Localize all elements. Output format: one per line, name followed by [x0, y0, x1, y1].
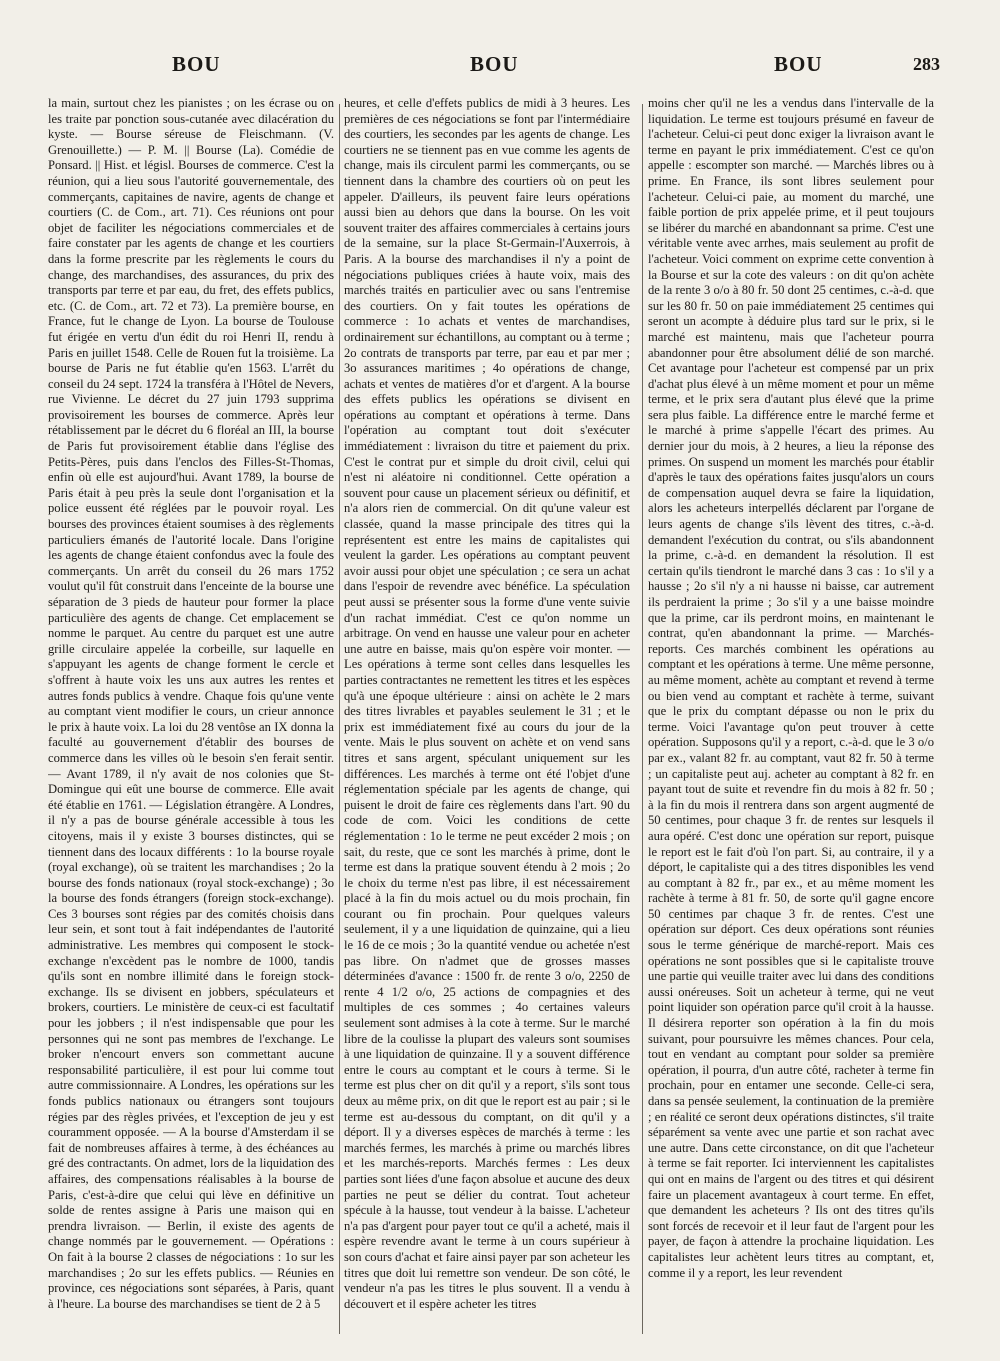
running-headword-center: BOU [470, 52, 519, 76]
running-headword-left: BOU [172, 52, 221, 76]
page-number: 283 [913, 54, 940, 74]
text-columns [44, 96, 964, 1346]
column-right [648, 96, 934, 1346]
running-headword-right: BOU [774, 52, 823, 76]
column-center-text: heures, et celle d'effets publics de midi à 3 heures. Les premières de ces négociations se font par l'intermédiaire des courtiers, les secondes par les agents de change. Les courtiers ne se tiennent pas en vue comme les agents de change, mais ils circulent parmi les commerçants, ou se tiennent dans la chambre des courtiers où on peut les appeler. D'ailleurs, ils peuvent faire leurs opérations aussi bien au dehors que dans la bourse. On les voit souvent traiter des affaires commerciales à certains jours de la semaine, sur la place St-Germain-l'Auxerrois, à Paris. A la bourse des marchandises il n'y a point de négociations publiques criées à haute voix, mais des marchés traités en particulier avec ou sans l'entremise des courtiers. On y fait toutes les opérations de commerce : 1o achats et ventes de marchandises, ordinairement sur échantillons, au comptant ou à terme ; 2o contrats de transports par terre, par eau et par mer ; 3o assurances maritimes ; 4o opérations de change, achats et ventes de matières d'or et d'argent. A la bourse des effets publics les opérations se divisent en opérations au comptant et opérations à terme. Dans l'opération au comptant tout doit s'exécuter immédiatement : livraison du titre et paiement du prix. C'est le contrat pur et simple du droit civil, celui qui n'est ni aléatoire ni conditionnel. Cette opération a souvent pour cause un placement sérieux ou définitif, et n'a alors rien de commercial. On dit qu'une valeur est classée, quand la masse principale des titres qui la représentent est entre les mains de capitalistes qui veulent la garder. Les opérations au comptant peuvent avoir aussi pour objet une spéculation ; ce sera un achat dans l'espoir de revendre avec bénéfice. La spéculation peut aussi se présenter sous la forme d'une vente suivie d'un rachat immédiat. C'est ce qu'on nomme un arbitrage. On vend en hausse une valeur pour en acheter une autre en baisse, mais qu'on espère voir monter. — Les opérations à terme sont celles dans lesquelles les parties contractantes ne remettent les titres et les espèces qu'à une époque ultérieure : ainsi on achète le 2 mars des titres livrables et payables seulement le 31 ; et le prix est immédiatement fixé au cours du jour de la vente. Mais le plus souvent on achète et on vend sans titres et sans argent, spéculant uniquement sur les différences. Les marchés à terme ont été l'objet d'une réglementation spéciale par les agents de change, qui puisent le droit de faire ces règlements dans l'art. 90 du code de com. Voici les conditions de cette réglementation : 1o le terme ne peut excéder 2 mois ; on sait, du reste, que ce sont les marchés à prime, dont le terme est dans la pratique souvent étendu à 2 mois ; 2o le choix du terme n'est pas libre, il est nécessairement placé à la fin du mois actuel ou du mois prochain, fin courant ou fin prochain. Pour quelques valeurs seulement, il y a une liquidation de quinzaine, qui a lieu le 16 de ce mois ; 3o la quantité vendue ou achetée n'est pas libre. On n'admet que de grosses masses déterminées d'avance : 1500 fr. de rente 3 o/o, 2250 de rente 4 1/2 o/o, 25 actions de compagnies et des multiples de ces sommes ; 4o certaines valeurs seulement sont admises à la cote à terme. Sur le marché libre de la coulisse la plupart des valeurs sont soumises à une liquidation de quinzaine. Il y a souvent différence entre le cours au comptant et le cours à terme. Si le terme est plus cher on dit qu'il y a report, s'ils sont tous deux au même prix, on dit que le report est au pair ; si le terme est au-dessous du comptant, on dit qu'il y a déport. Il y a diverses espèces de marchés à terme : les marchés fermes, les marchés à prime ou marchés libres et les marchés-reports. Marchés fermes : Les deux parties sont liées d'une façon absolue et aucune des deux parties ne peut se délier du contrat. Tout acheteur spécule à la hausse, tout vendeur à la baisse. L'acheteur n'a pas d'argent pour payer tout ce qu'il a acheté, mais il espère revendre avant le terme à un cours supérieur à son cours d'achat et faire ainsi payer par son acheteur les titres que doit lui remettre son vendeur. De son côté, le vendeur n'a pas les titres le plus souvent. Il a vendu à découvert et il espère acheter les titres [344, 96, 630, 1311]
column-divider-1 [339, 104, 340, 1334]
column-right-text: moins cher qu'il ne les a vendus dans l'intervalle de la liquidation. Le terme est toujours présumé en faveur de l'acheteur. Celui-ci peut donc exiger la livraison avant le terme en payant le prix immédiatement. C'est ce qu'on appelle : escompter son marché. — Marchés libres ou à prime. En France, ils sont libres seulement pour l'acheteur. Celui-ci paie, au moment du marché, une faible portion de prix appelée prime, et il peut toujours se libérer du marché en abandonnant sa prime. C'est une véritable vente avec arrhes, mais seulement au profit de l'acheteur. Voici comment on exprime cette convention à la Bourse et sur la cote des valeurs : on dit qu'on achète de la rente 3 o/o à 80 fr. 50 dont 25 centimes, c.-à-d. que sur les 80 fr. 50 on paie immédiatement 25 centimes qui seront un acompte à déduire plus tard sur le prix, si le marché est maintenu, mais que l'acheteur pourra abandonner pour être absolument délié de son marché. Cet avantage pour l'acheteur est compensé par un prix d'achat plus élevé à un même moment et pour un même terme, et le prix sera d'autant plus élevé que la prime sera plus faible. La différence entre le marché ferme et le marché à prime s'appelle l'écart des primes. Au dernier jour du mois, à 2 heures, a lieu la réponse des primes. On suspend un moment les marchés pour établir d'après le taux des opérations faites jusqu'alors un cours de compensation auquel devra se faire la liquidation, alors les acheteurs interpellés déclarent par l'organe de leurs agents de change s'ils lèvent des titres, c.-à-d. demandent l'exécution du contrat, ou s'ils abandonnent la prime, c.-à-d. en demandent la résolution. Il est certain qu'ils tiendront le marché dans 3 cas : 1o s'il y a hausse ; 2o s'il n'y a ni hausse ni baisse, car autrement ils perdraient la prime ; 3o s'il y a une baisse moindre que la prime, car ils perdront moins, en maintenant le contrat, qu'en abandonnant la prime. — Marchés-reports. Ces marchés combinent les opérations au comptant et les opérations à terme. Une même personne, au même moment, achète au comptant et revend à terme ou bien vend au comptant et rachète à terme, suivant que le prix du comptant dépasse ou non le prix du terme. Voici l'avantage qu'on peut trouver à cette opération. Supposons qu'il y a report, c.-à-d. que le 3 o/o par ex., valant 82 fr. au comptant, vaut 82 fr. 50 à terme ; un capitaliste peut auj. acheter au comptant à 82 fr. en payant tout de suite et revendre fin du mois à 82 fr. 50 ; à la fin du mois il rentrera dans son argent augmenté de 50 centimes, pour chaque 3 fr. de rentes sur lesquels il aura opéré. C'est donc une opération sur report, puisque le report est le fait d'où l'on part. Si, au contraire, il y a déport, le capitaliste qui a des titres disponibles les vend au comptant à 82 fr., par ex., et au même moment les rachète à terme à 81 fr. 50, de sorte qu'il gagne encore 50 centimes par chaque 3 fr. de rentes. C'est une opération sur déport. Ces deux opérations sont réunies sous le terme générique de marché-report. Mais ces opérations ne sont possibles que si le capitaliste trouve une partie qui veuille traiter avec lui dans des conditions aussi onéreuses. Soit un acheteur à terme, qui ne veut point liquider son opération parce qu'il croit à la hausse. Il désirera reporter son opération à la fin du mois suivant, pour poursuivre les mêmes chances. Pour cela, tout en vendant au comptant pour solder sa première opération, il pourra, d'un autre côté, racheter à terme fin prochain, pour en entamer une seconde. Celle-ci sera, dans sa pensée seulement, la continuation de la première ; en réalité ce seront deux opérations distinctes, s'il traite séparément sa vente avec une partie et son rachat avec une autre. Dans cette circonstance, on dit que l'acheteur à terme se fait reporter. Ici interviennent les capitalistes qui ont en mains de l'argent ou des titres et qui désirent faire un placement avantageux à court terme. En effet, que demandent les acheteurs ? Ils ont des titres qu'ils sont forcés de recevoir et il leur faut de l'argent pour les payer, de façon à attendre la prochaine liquidation. Les capitalistes leur achètent leurs titres au comptant, et, comme il y a report, les leur revendent [648, 96, 934, 1280]
column-center [344, 96, 630, 1346]
column-divider-2 [642, 104, 643, 1334]
page-header [0, 52, 1000, 92]
column-left-text: la main, surtout chez les pianistes ; on les écrase ou on les traite par ponction sous-cutanée avec dilacération du kyste. — Bourse séreuse de Fleischmann. (V. Grenouillette.) — P. M. || Bourse (La). Comédie de Ponsard. || Hist. et législ. Bourses de commerce. C'est la réunion, qui a lieu sous l'autorité gouvernementale, des commerçants, capitaines de navire, agents de change et courtiers (C. de Com., art. 71). Ces réunions ont pour objet de faciliter les négociations commerciales et de faire constater par les agents de change et les courtiers dans la forme prescrite par les règlements le cours du change, des marchandises, des assurances, du prix des transports par terre et par eau, du fret, des effets publics, etc. (C. de Com., art. 72 et 73). La première bourse, en France, fut le change de Lyon. La bourse de Toulouse fut érigée en vertu d'un édit du roi Henri II, rendu à Paris en juillet 1548. Celle de Rouen fut la troisième. La bourse de Paris ne fut établie qu'en 1563. L'arrêt du conseil du 24 sept. 1724 la transféra à l'Hôtel de Nevers, rue Vivienne. Le décret du 27 juin 1793 supprima provisoirement les bourses de commerce. Après leur rétablissement par le décret du 6 floréal an III, la bourse de Paris fut provisoirement établie dans l'église des Petits-Pères, puis dans l'enclos des Filles-St-Thomas, enfin où elle est aujourd'hui. Avant 1789, la bourse de Paris était à peu près la seule dont l'organisation et la police eussent été réglées par le pouvoir royal. Les bourses des provinces étaient soumises à des règlements particuliers émanés de l'autorité locale. Dans l'origine les agents de change étaient confondus avec la foule des commerçants. Un arrêt du conseil du 26 mars 1752 voulut qu'il fût construit dans l'enceinte de la bourse une séparation de 3 pieds de hauteur pour former la place particulière des agents de change. Cet emplacement se nomme le parquet. Au centre du parquet est une autre grille circulaire appelée la corbeille, sur laquelle en s'appuyant les agents de change forment le cercle et s'offrent à haute voix les uns aux autres les rentes et autres fonds publics à vendre. Chaque fois qu'une vente au comptant vient modifier le cours, un crieur annonce le prix à haute voix. La loi du 28 ventôse an IX donna la faculté au gouvernement d'établir des bourses de commerce dans les villes où le besoin s'en ferait sentir. — Avant 1789, il n'y avait de nos colonies que St-Domingue qui eût une bourse de commerce. Elle avait été établie en 1761. — Législation étrangère. A Londres, il n'y a pas de bourse générale accessible à tous les citoyens, mais il y existe 3 bourses distinctes, qui se tiennent dans des locaux différents : 1o la bourse royale (royal exchange), où se traitent les marchandises ; 2o la bourse des fonds nationaux (royal stock-exchange) ; 3o la bourse des fonds étrangers (foreign stock-exchange). Ces 3 bourses sont régies par des comités choisis dans leur sein, et sont tout à fait indépendantes de l'autorité administrative. Les membres qui composent le stock-exchange n'excèdent pas le nombre de 1000, tandis qu'ils sont en nombre illimité dans le foreign stock-exchange. Ils se divisent en jobbers, spéculateurs et brokers, courtiers. Le ministère de ceux-ci est facultatif pour les jobbers ; il n'est indispensable que pour les personnes qui ne sont pas membres de l'exchange. Le broker n'encourt envers son commettant aucune responsabilité particulière, il est pour lui comme tout autre commissionnaire. A Londres, les opérations sur les fonds publics nationaux ou étrangers sont toujours régies par des règles privées, et l'exception de jeu y est couramment opposée. — A la bourse d'Amsterdam il se fait de nombreuses affaires à terme, à des échéances au gré des contractants. On admet, lors de la liquidation des affaires, des compensations réalisables à la bourse de Paris, c'est-à-dire que celui qui lève en définitive un solde de rentes assigne à Paris une maison qui en prendra livraison. — Berlin, il existe des agents de change nommés par le gouvernement. — Opérations : On fait à la bourse 2 classes de négociations : 1o sur les marchandises ; 2o sur les effets publics. — Réunies en province, ces négociations sont séparées, à Paris, quant à l'heure. La bourse des marchandises se tient de 2 à 5 [48, 96, 334, 1311]
column-left [48, 96, 334, 1346]
